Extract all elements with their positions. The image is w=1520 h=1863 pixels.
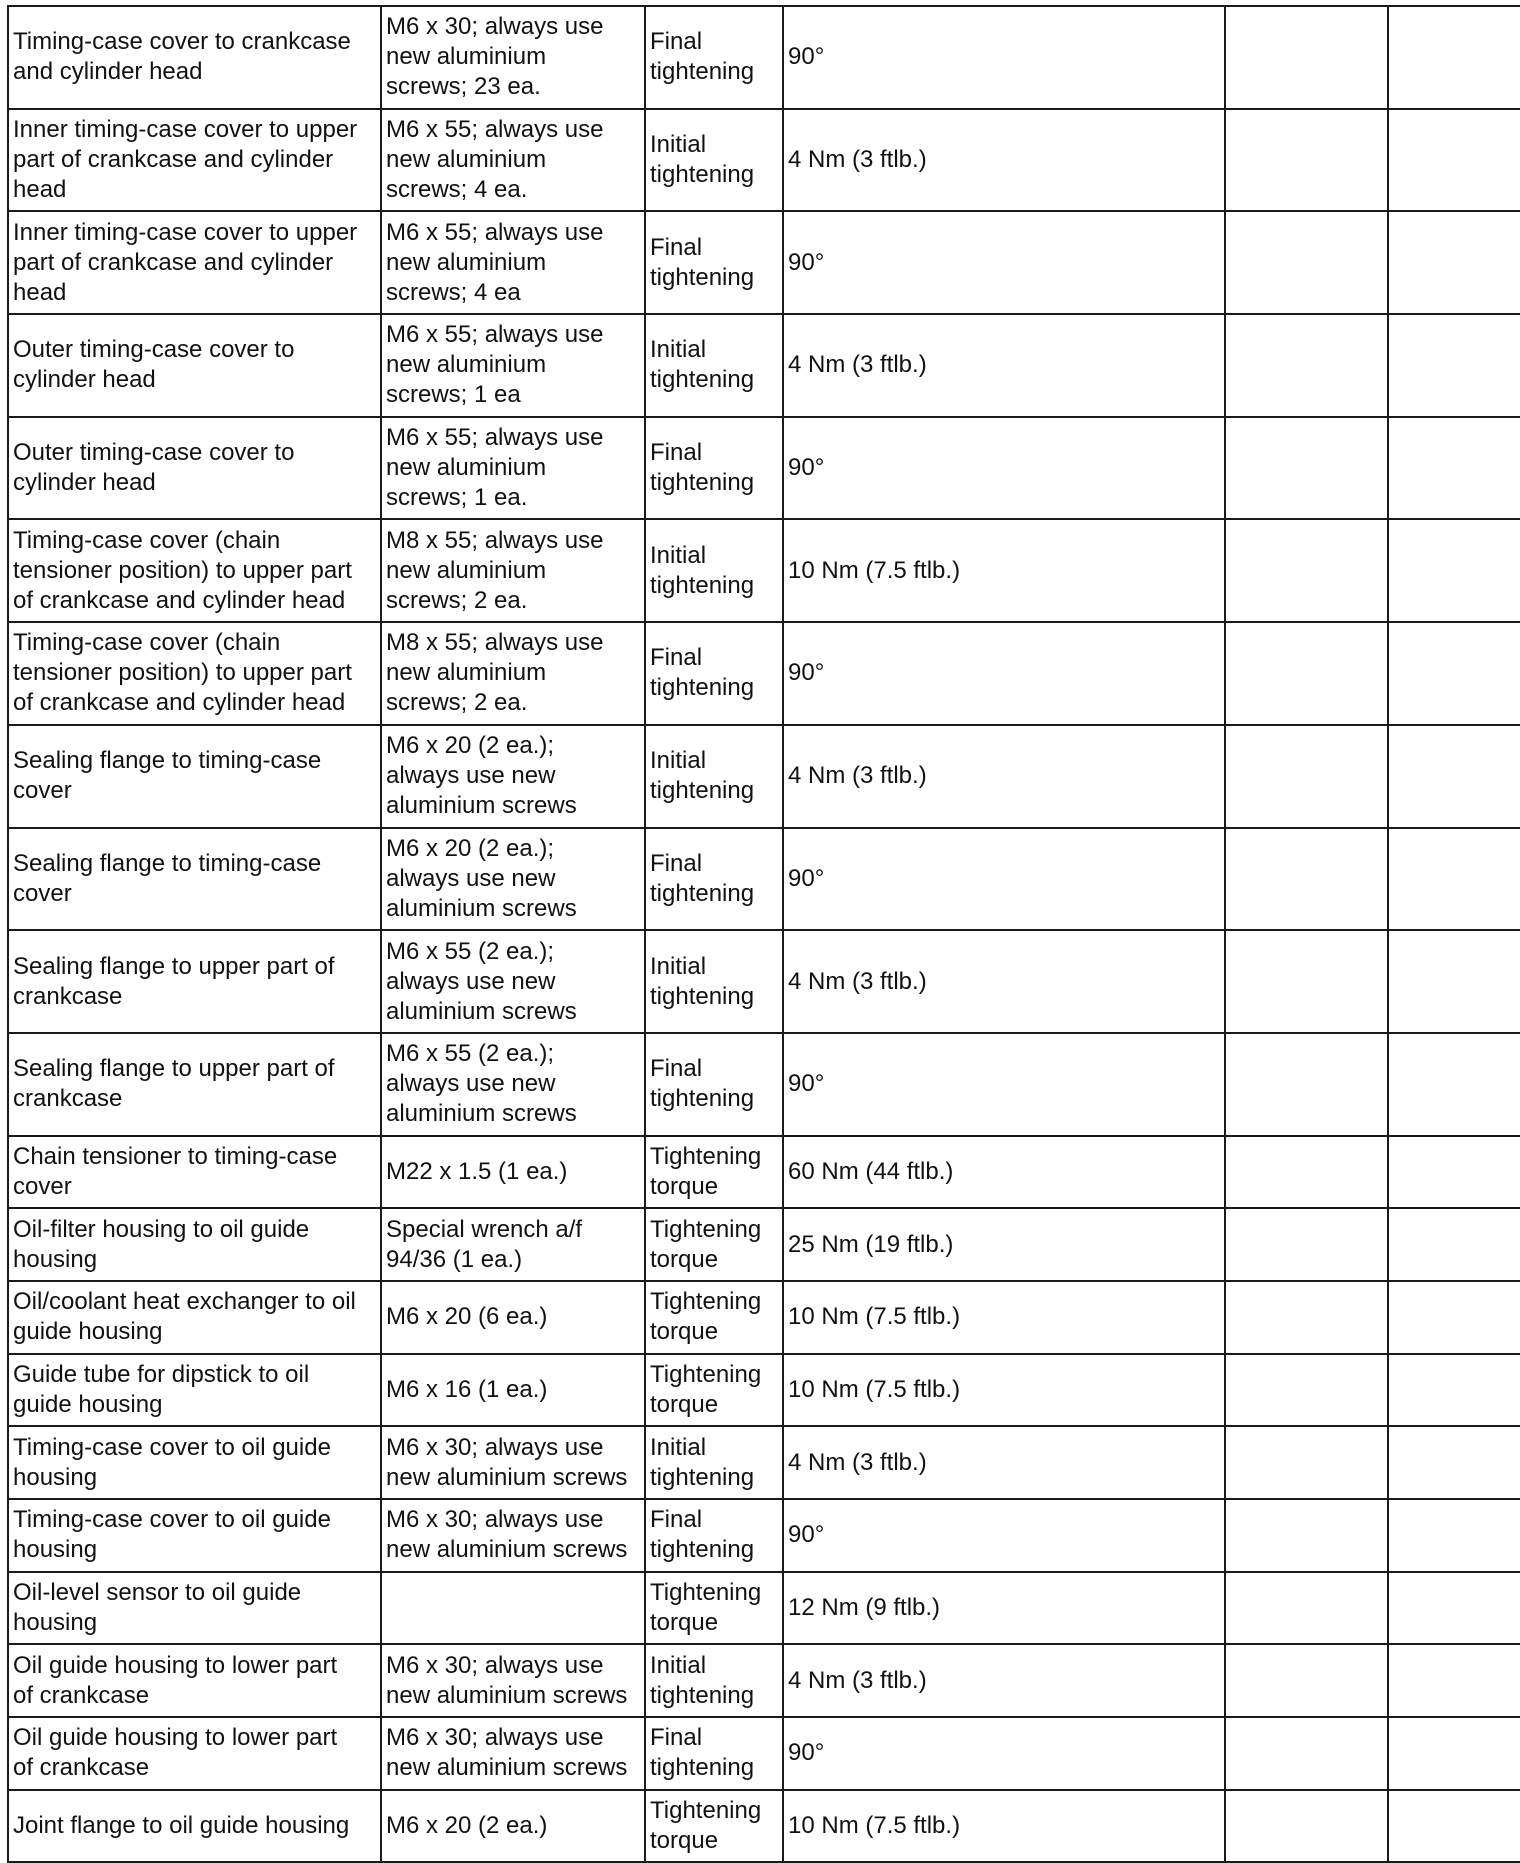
stage-cell: Initial tightening (645, 1426, 783, 1499)
blank-cell (1225, 417, 1388, 520)
blank-cell (1225, 1208, 1388, 1281)
table-row (8, 725, 1520, 828)
table-row (8, 1208, 1520, 1281)
blank-cell (1388, 417, 1520, 520)
fastener-cell: M22 x 1.5 (1 ea.) (381, 1136, 645, 1209)
fastener-cell: M6 x 30; always use new aluminium screws (381, 1426, 645, 1499)
blank-cell (1225, 6, 1388, 109)
table-row (8, 1499, 1520, 1572)
stage-cell: Tightening torque (645, 1354, 783, 1427)
blank-cell (1388, 1208, 1520, 1281)
fastener-cell: M6 x 55; always use new aluminium screws; 4 ea (381, 211, 645, 314)
stage-cell: Final tightening (645, 211, 783, 314)
table-row (8, 1033, 1520, 1136)
component-cell: Sealing flange to upper part of crankcase (8, 1033, 381, 1136)
value-cell: 10 Nm (7.5 ftlb.) (783, 1281, 1225, 1354)
blank-cell (1225, 1281, 1388, 1354)
blank-cell (1388, 1717, 1520, 1790)
table-row (8, 1354, 1520, 1427)
blank-cell (1388, 519, 1520, 622)
fastener-cell: M6 x 55; always use new aluminium screws; 1 ea (381, 314, 645, 417)
table-row (8, 1790, 1520, 1863)
component-cell: Oil/coolant heat exchanger to oil guide housing (8, 1281, 381, 1354)
component-cell: Timing-case cover to crankcase and cylinder head (8, 6, 381, 109)
blank-cell (1225, 1572, 1388, 1645)
component-cell: Joint flange to oil guide housing (8, 1790, 381, 1863)
component-cell: Timing-case cover (chain tensioner position) to upper part of crankcase and cylinder head (8, 622, 381, 725)
value-cell: 4 Nm (3 ftlb.) (783, 109, 1225, 212)
stage-cell: Tightening torque (645, 1790, 783, 1863)
torque-spec-table (7, 5, 1520, 1863)
fastener-cell: M6 x 20 (2 ea.) (381, 1790, 645, 1863)
table-row (8, 519, 1520, 622)
table-row (8, 417, 1520, 520)
value-cell: 25 Nm (19 ftlb.) (783, 1208, 1225, 1281)
fastener-cell: M6 x 30; always use new aluminium screws (381, 1644, 645, 1717)
fastener-cell: M6 x 30; always use new aluminium screws (381, 1717, 645, 1790)
blank-cell (1388, 1499, 1520, 1572)
blank-cell (1388, 1033, 1520, 1136)
value-cell: 90° (783, 828, 1225, 931)
value-cell: 90° (783, 1717, 1225, 1790)
component-cell: Timing-case cover to oil guide housing (8, 1426, 381, 1499)
component-cell: Inner timing-case cover to upper part of crankcase and cylinder head (8, 211, 381, 314)
blank-cell (1388, 1644, 1520, 1717)
component-cell: Sealing flange to upper part of crankcase (8, 930, 381, 1033)
blank-cell (1225, 1790, 1388, 1863)
table-row (8, 211, 1520, 314)
component-cell: Oil-filter housing to oil guide housing (8, 1208, 381, 1281)
stage-cell: Final tightening (645, 6, 783, 109)
component-cell: Sealing flange to timing-case cover (8, 828, 381, 931)
value-cell: 4 Nm (3 ftlb.) (783, 1644, 1225, 1717)
fastener-cell: M6 x 16 (1 ea.) (381, 1354, 645, 1427)
value-cell: 10 Nm (7.5 ftlb.) (783, 519, 1225, 622)
stage-cell: Final tightening (645, 1499, 783, 1572)
blank-cell (1225, 519, 1388, 622)
component-cell: Timing-case cover to oil guide housing (8, 1499, 381, 1572)
component-cell: Timing-case cover (chain tensioner position) to upper part of crankcase and cylinder head (8, 519, 381, 622)
component-cell: Guide tube for dipstick to oil guide housing (8, 1354, 381, 1427)
blank-cell (1388, 622, 1520, 725)
fastener-cell: M6 x 55 (2 ea.); always use new aluminium screws (381, 930, 645, 1033)
stage-cell: Final tightening (645, 1717, 783, 1790)
blank-cell (1388, 314, 1520, 417)
value-cell: 90° (783, 417, 1225, 520)
blank-cell (1388, 1354, 1520, 1427)
blank-cell (1388, 1790, 1520, 1863)
stage-cell: Final tightening (645, 622, 783, 725)
fastener-cell: M6 x 20 (2 ea.); always use new aluminium screws (381, 725, 645, 828)
value-cell: 12 Nm (9 ftlb.) (783, 1572, 1225, 1645)
stage-cell: Initial tightening (645, 519, 783, 622)
stage-cell: Initial tightening (645, 314, 783, 417)
value-cell: 10 Nm (7.5 ftlb.) (783, 1790, 1225, 1863)
value-cell: 90° (783, 1499, 1225, 1572)
value-cell: 90° (783, 6, 1225, 109)
table-row (8, 1426, 1520, 1499)
stage-cell: Tightening torque (645, 1572, 783, 1645)
fastener-cell: M6 x 55; always use new aluminium screws; 4 ea. (381, 109, 645, 212)
value-cell: 4 Nm (3 ftlb.) (783, 930, 1225, 1033)
table-row (8, 109, 1520, 212)
blank-cell (1225, 1426, 1388, 1499)
blank-cell (1225, 1499, 1388, 1572)
blank-cell (1225, 1136, 1388, 1209)
table-row (8, 1644, 1520, 1717)
value-cell: 90° (783, 1033, 1225, 1136)
blank-cell (1225, 725, 1388, 828)
blank-cell (1225, 1354, 1388, 1427)
fastener-cell: M6 x 20 (2 ea.); always use new aluminium screws (381, 828, 645, 931)
component-cell: Inner timing-case cover to upper part of crankcase and cylinder head (8, 109, 381, 212)
fastener-cell (381, 1572, 645, 1645)
blank-cell (1225, 1033, 1388, 1136)
component-cell: Outer timing-case cover to cylinder head (8, 417, 381, 520)
table-row (8, 828, 1520, 931)
blank-cell (1388, 211, 1520, 314)
blank-cell (1388, 725, 1520, 828)
stage-cell: Tightening torque (645, 1208, 783, 1281)
stage-cell: Final tightening (645, 828, 783, 931)
blank-cell (1388, 1426, 1520, 1499)
blank-cell (1388, 6, 1520, 109)
table-row (8, 930, 1520, 1033)
blank-cell (1225, 109, 1388, 212)
blank-cell (1388, 828, 1520, 931)
stage-cell: Initial tightening (645, 1644, 783, 1717)
stage-cell: Initial tightening (645, 109, 783, 212)
fastener-cell: M6 x 30; always use new aluminium screws (381, 1499, 645, 1572)
table-row (8, 622, 1520, 725)
fastener-cell: M6 x 20 (6 ea.) (381, 1281, 645, 1354)
table-row (8, 1136, 1520, 1209)
value-cell: 4 Nm (3 ftlb.) (783, 725, 1225, 828)
stage-cell: Tightening torque (645, 1136, 783, 1209)
value-cell: 10 Nm (7.5 ftlb.) (783, 1354, 1225, 1427)
blank-cell (1225, 828, 1388, 931)
torque-spec-body (8, 6, 1520, 1862)
stage-cell: Final tightening (645, 417, 783, 520)
stage-cell: Tightening torque (645, 1281, 783, 1354)
blank-cell (1225, 930, 1388, 1033)
table-row (8, 6, 1520, 109)
blank-cell (1225, 1644, 1388, 1717)
stage-cell: Final tightening (645, 1033, 783, 1136)
table-row (8, 1572, 1520, 1645)
component-cell: Chain tensioner to timing-case cover (8, 1136, 381, 1209)
component-cell: Sealing flange to timing-case cover (8, 725, 381, 828)
blank-cell (1225, 314, 1388, 417)
blank-cell (1388, 1136, 1520, 1209)
blank-cell (1388, 930, 1520, 1033)
blank-cell (1388, 1281, 1520, 1354)
fastener-cell: M6 x 55; always use new aluminium screws; 1 ea. (381, 417, 645, 520)
value-cell: 90° (783, 211, 1225, 314)
value-cell: 4 Nm (3 ftlb.) (783, 314, 1225, 417)
table-row (8, 1281, 1520, 1354)
fastener-cell: M6 x 55 (2 ea.); always use new aluminium screws (381, 1033, 645, 1136)
fastener-cell: M8 x 55; always use new aluminium screws; 2 ea. (381, 622, 645, 725)
stage-cell: Initial tightening (645, 725, 783, 828)
component-cell: Outer timing-case cover to cylinder head (8, 314, 381, 417)
blank-cell (1388, 109, 1520, 212)
table-row (8, 1717, 1520, 1790)
component-cell: Oil guide housing to lower part of crankcase (8, 1717, 381, 1790)
blank-cell (1388, 1572, 1520, 1645)
blank-cell (1225, 1717, 1388, 1790)
value-cell: 90° (783, 622, 1225, 725)
value-cell: 60 Nm (44 ftlb.) (783, 1136, 1225, 1209)
stage-cell: Initial tightening (645, 930, 783, 1033)
blank-cell (1225, 622, 1388, 725)
fastener-cell: Special wrench a/f 94/36 (1 ea.) (381, 1208, 645, 1281)
component-cell: Oil guide housing to lower part of crankcase (8, 1644, 381, 1717)
fastener-cell: M8 x 55; always use new aluminium screws; 2 ea. (381, 519, 645, 622)
fastener-cell: M6 x 30; always use new aluminium screws; 23 ea. (381, 6, 645, 109)
value-cell: 4 Nm (3 ftlb.) (783, 1426, 1225, 1499)
component-cell: Oil-level sensor to oil guide housing (8, 1572, 381, 1645)
table-row (8, 314, 1520, 417)
blank-cell (1225, 211, 1388, 314)
